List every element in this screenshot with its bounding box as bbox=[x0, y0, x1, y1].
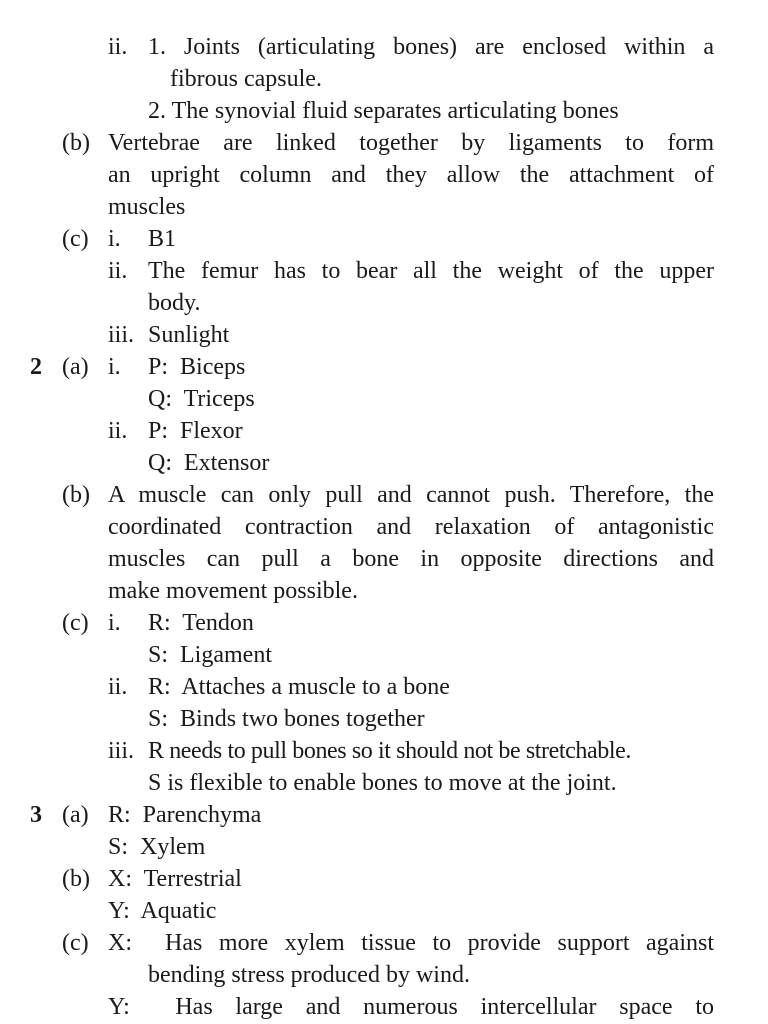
answer-line: R: Parenchyma bbox=[108, 802, 262, 828]
part-label: (a) bbox=[62, 354, 89, 380]
answer-line: 2. The synovial fluid separates articulating bones bbox=[148, 98, 619, 124]
question-number: 3 bbox=[30, 802, 42, 828]
answer-line: Q: Extensor bbox=[148, 450, 270, 476]
part-label: (b) bbox=[62, 866, 90, 892]
item-number: ii. bbox=[108, 34, 128, 60]
question-number: 2 bbox=[30, 354, 42, 380]
item-number: iii. bbox=[108, 322, 135, 348]
answer-line: P: Biceps bbox=[148, 354, 246, 380]
answer-line: muscles can pull a bone in opposite directions and bbox=[108, 546, 714, 572]
part-label: (c) bbox=[62, 610, 89, 636]
answer-line: R needs to pull bones so it should not be stretchable. bbox=[148, 738, 631, 764]
item-number: ii. bbox=[108, 258, 128, 284]
answer-line: R: Attaches a muscle to a bone bbox=[148, 674, 450, 700]
item-number: ii. bbox=[108, 418, 128, 444]
answer-line: S: Binds two bones together bbox=[148, 706, 425, 732]
answer-line: an upright column and they allow the attachment of bbox=[108, 162, 714, 188]
part-label: (b) bbox=[62, 482, 90, 508]
answer-line: A muscle can only pull and cannot push. Therefore, the bbox=[108, 482, 714, 508]
answer-line: 1. Joints (articulating bones) are enclosed within a bbox=[148, 34, 714, 60]
answer-line: S is flexible to enable bones to move at the joint. bbox=[148, 770, 617, 796]
answer-line: muscles bbox=[108, 194, 186, 220]
answer-line: make movement possible. bbox=[108, 578, 358, 604]
answer-line: Y: Has large and numerous intercellular space to bbox=[108, 994, 714, 1020]
answer-line: Sunlight bbox=[148, 322, 230, 348]
item-number: i. bbox=[108, 354, 121, 380]
part-label: (c) bbox=[62, 930, 89, 956]
item-number: iii. bbox=[108, 738, 135, 764]
answer-line: body. bbox=[148, 290, 201, 316]
answer-line: Vertebrae are linked together by ligaments to form bbox=[108, 130, 714, 156]
answer-line: Q: Triceps bbox=[148, 386, 255, 412]
answer-line: S: Ligament bbox=[148, 642, 272, 668]
item-number: i. bbox=[108, 226, 121, 252]
answer-line: R: Tendon bbox=[148, 610, 254, 636]
answer-line: S: Xylem bbox=[108, 834, 206, 860]
answer-line: B1 bbox=[148, 226, 177, 252]
answer-line: X: Has more xylem tissue to provide support against bbox=[108, 930, 714, 956]
item-number: i. bbox=[108, 610, 121, 636]
answer-line: coordinated contraction and relaxation of antagonistic bbox=[108, 514, 714, 540]
answer-line: Y: Aquatic bbox=[108, 898, 217, 924]
part-label: (b) bbox=[62, 130, 90, 156]
part-label: (c) bbox=[62, 226, 89, 252]
answer-line: The femur has to bear all the weight of the upper bbox=[148, 258, 714, 284]
answer-line: P: Flexor bbox=[148, 418, 243, 444]
part-label: (a) bbox=[62, 802, 89, 828]
answer-line: X: Terrestrial bbox=[108, 866, 242, 892]
answer-line: fibrous capsule. bbox=[170, 66, 322, 92]
answer-line: bending stress produced by wind. bbox=[148, 962, 470, 988]
item-number: ii. bbox=[108, 674, 128, 700]
